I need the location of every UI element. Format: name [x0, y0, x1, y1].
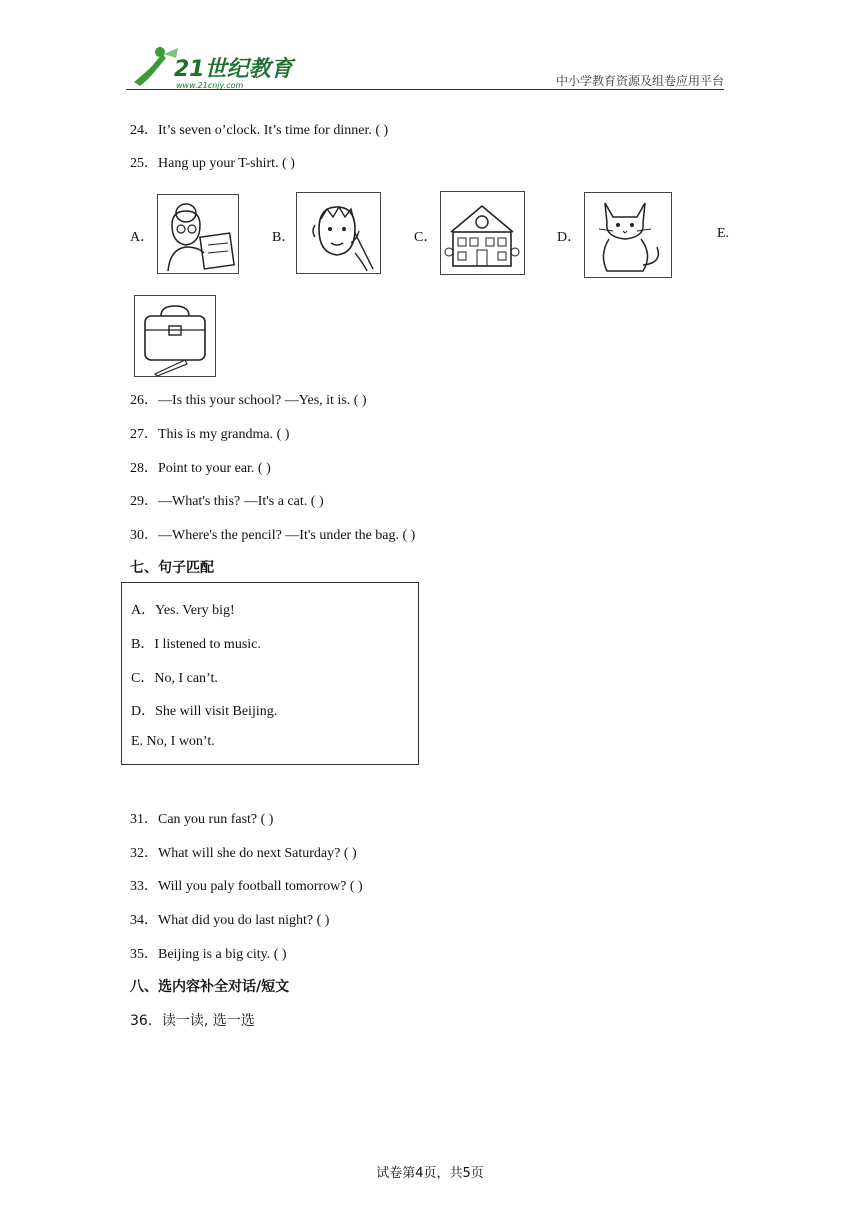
question-35: 35．Beijing is a big city. ( ) — [130, 947, 287, 962]
section-7-title: 七、句子匹配 — [130, 560, 214, 576]
platform-name: 中小学教育资源及组卷应用平台 — [555, 74, 724, 88]
match-option-c: C．No, I can’t. — [131, 671, 218, 686]
question-28: 28．Point to your ear. ( ) — [130, 461, 271, 476]
question-24: 24．It’s seven o’clock. It’s time for dinner. ( ) — [130, 123, 389, 138]
question-27: 27．This is my grandma. ( ) — [130, 427, 290, 442]
svg-text:www.21cnjy.com: www.21cnjy.com — [176, 81, 244, 90]
cat-icon — [584, 192, 672, 278]
match-option-d: D．She will visit Beijing. — [131, 704, 278, 719]
bag-and-pencil-icon — [134, 295, 216, 377]
header-divider — [126, 89, 724, 90]
option-b-label: B． — [272, 230, 296, 245]
section-8-title: 八、选内容补全对话/短文 — [130, 979, 290, 995]
question-30: 30．—Where's the pencil? —It's under the bag. ( ) — [130, 528, 416, 543]
question-31: 31．Can you run fast? ( ) — [130, 812, 274, 827]
site-logo — [126, 44, 296, 92]
school-building-icon — [440, 191, 525, 275]
match-option-b: B．I listened to music. — [131, 637, 261, 652]
svg-text:21世纪教育: 21世纪教育 — [174, 57, 293, 82]
point-to-ear-icon — [296, 192, 381, 274]
question-36: 36．读一读, 选一选 — [130, 1013, 255, 1029]
option-c-label: C． — [414, 230, 438, 245]
grandma-reading-icon — [157, 194, 239, 274]
question-33: 33．Will you paly football tomorrow? ( ) — [130, 879, 363, 894]
question-32: 32．What will she do next Saturday? ( ) — [130, 846, 357, 861]
match-options-box — [121, 582, 419, 765]
match-option-e: E. No, I won’t. — [131, 734, 215, 749]
question-26: 26．—Is this your school? —Yes, it is. ( ) — [130, 393, 367, 408]
option-d-label: D． — [557, 230, 582, 245]
option-a-label: A． — [130, 230, 155, 245]
page-number: 试卷第4页，共5页 — [376, 1166, 484, 1181]
match-option-a: A．Yes. Very big! — [131, 603, 235, 618]
question-29: 29．—What's this? —It's a cat. ( ) — [130, 494, 324, 509]
question-34: 34．What did you do last night? ( ) — [130, 913, 330, 928]
option-e-label: E. — [717, 226, 730, 241]
question-25: 25．Hang up your T-shirt. ( ) — [130, 156, 295, 171]
